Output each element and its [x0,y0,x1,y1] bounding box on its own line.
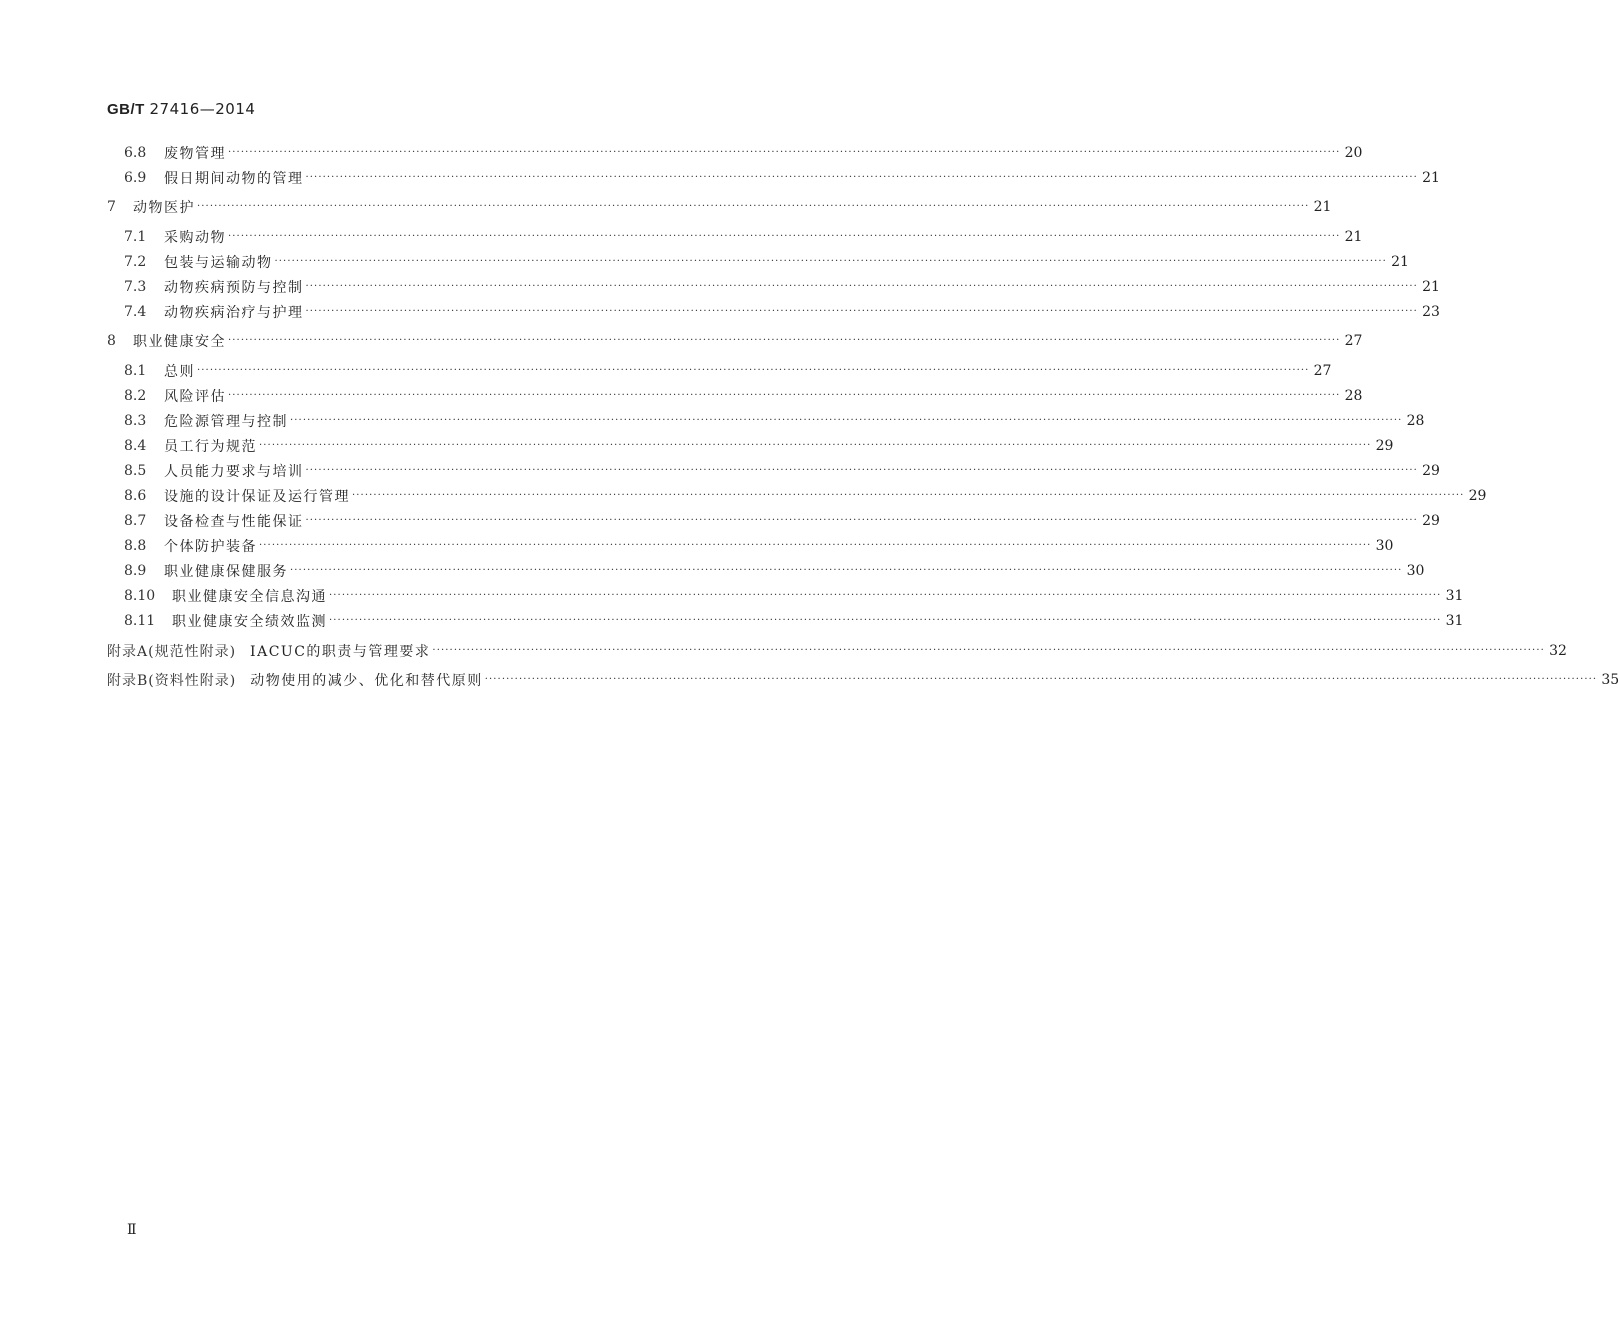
toc-entry[interactable] [107,197,1332,217]
toc-entry[interactable] [124,227,1363,247]
toc-page-number: 29 [1422,463,1440,479]
toc-leader-dots: ···································································································································································································································································· [484,674,1598,685]
toc-section-number: 8.7 [124,513,147,529]
toc-section-number: 7.3 [124,279,147,295]
toc-leader-dots: ···································································································································································································································································· [305,281,1418,292]
toc-section-number: 8.2 [124,388,147,404]
toc-page-number: 31 [1445,588,1464,604]
toc-entry-title: 风险评估 [164,389,226,405]
toc-page-number: 32 [1549,643,1567,659]
standard-number: 27416—2014 [149,100,256,118]
toc-entry[interactable] [124,143,1363,163]
toc-section-number: 8.11 [124,613,156,629]
toc-entry[interactable] [107,670,1619,690]
toc-page-number: 21 [1422,170,1440,186]
toc-leader-dots: ···································································································································································································································································· [352,490,1465,501]
toc-leader-dots: ···································································································································································································································································· [197,201,1310,212]
toc-leader-dots: ···································································································································································································································································· [197,365,1310,376]
toc-leader-dots: ···································································································································································································································································· [274,256,1387,267]
toc-entry-title: 个体防护装备 [164,539,257,555]
toc-page-number: 35 [1601,672,1619,688]
toc-entry[interactable] [124,586,1464,606]
toc-section-number: 8.10 [124,588,156,604]
toc-entry[interactable] [124,436,1394,456]
toc-entry-title: 职业健康安全 [133,334,226,350]
toc-leader-dots: ···································································································································································································································································· [228,390,1341,401]
toc-leader-dots: ···································································································································································································································································· [329,590,1442,601]
toc-section-number: 附录A(规范性附录) [107,644,237,660]
toc-entry-title: 职业健康保健服务 [164,564,288,580]
toc-page-number: 23 [1422,304,1440,320]
toc-entry[interactable] [124,461,1440,481]
toc-page-number: 29 [1468,488,1487,504]
toc-entry-title: 动物医护 [133,200,195,216]
toc-entry[interactable] [124,611,1464,631]
toc-section-number: 8 [107,333,116,349]
toc-entry-title: 设备检查与性能保证 [164,514,304,530]
toc-leader-dots: ···································································································································································································································································· [305,515,1418,526]
toc-entry-title: 包装与运输动物 [164,255,273,271]
toc-entry[interactable] [124,511,1440,531]
toc-entry-title: 假日期间动物的管理 [164,171,304,187]
toc-leader-dots: ···································································································································································································································································· [228,147,1341,158]
toc-leader-dots: ···································································································································································································································································· [432,645,1545,656]
toc-leader-dots: ···································································································································································································································································· [305,465,1418,476]
toc-page-number: 30 [1375,538,1394,554]
toc-entry[interactable] [124,486,1487,506]
toc-entry[interactable] [124,252,1409,272]
toc-section-number: 8.9 [124,563,147,579]
toc-entry-title: 人员能力要求与培训 [164,464,304,480]
standard-prefix: GB/T [107,101,145,118]
toc-entry-title: 员工行为规范 [164,439,257,455]
toc-entry-title: 职业健康安全绩效监测 [172,614,327,630]
toc-entry[interactable] [124,277,1440,297]
toc-entry[interactable] [124,411,1425,431]
toc-page-number: 29 [1422,513,1440,529]
toc-page-number: 31 [1445,613,1464,629]
toc-page-number: 21 [1391,254,1409,270]
toc-section-number: 7.4 [124,304,147,320]
toc-section-number: 8.1 [124,363,147,379]
toc-entry[interactable] [124,386,1363,406]
toc-entry[interactable] [107,331,1363,351]
toc-page-number: 20 [1344,145,1363,161]
toc-leader-dots: ···································································································································································································································································· [228,335,1341,346]
toc-page-number: 21 [1422,279,1440,295]
toc-section-number: 6.8 [124,145,147,161]
toc-entry-title: 废物管理 [164,146,226,162]
toc-section-number: 8.5 [124,463,147,479]
toc-entry-title: 动物疾病治疗与护理 [164,305,304,321]
toc-entry[interactable] [124,361,1332,381]
toc-entry-title: IACUC的职责与管理要求 [250,644,431,660]
toc-page-number: 27 [1344,333,1363,349]
toc-section-number: 附录B(资料性附录) [107,673,237,689]
toc-entry-title: 动物疾病预防与控制 [164,280,304,296]
toc-section-number: 8.4 [124,438,147,454]
toc-entry-title: 采购动物 [164,230,226,246]
toc-leader-dots: ···································································································································································································································································· [290,565,1403,576]
toc-section-number: 6.9 [124,170,147,186]
toc-entry[interactable] [124,168,1440,188]
document-header [107,100,255,118]
toc-leader-dots: ···································································································································································································································································· [259,440,1372,451]
toc-leader-dots: ···································································································································································································································································· [228,231,1341,242]
toc-page-number: 29 [1375,438,1394,454]
toc-page-number: 28 [1344,388,1363,404]
toc-entry-title: 动物使用的减少、优化和替代原则 [250,673,483,689]
toc-entry[interactable] [124,536,1394,556]
toc-entry-title: 危险源管理与控制 [164,414,288,430]
toc-entry-title: 职业健康安全信息沟通 [172,589,327,605]
footer-page-number: Ⅱ [127,1222,137,1238]
toc-entry-title: 设施的设计保证及运行管理 [164,489,350,505]
toc-page-number: 21 [1313,199,1332,215]
toc-entry[interactable] [124,302,1440,322]
toc-entry[interactable] [107,641,1567,661]
toc-leader-dots: ···································································································································································································································································· [329,615,1442,626]
toc-page-number: 21 [1344,229,1363,245]
toc-page-number: 30 [1406,563,1425,579]
toc-entry[interactable] [124,561,1425,581]
toc-section-number: 7.2 [124,254,147,270]
toc-section-number: 8.6 [124,488,147,504]
toc-section-number: 7 [107,199,116,215]
toc-section-number: 7.1 [124,229,147,245]
toc-page-number: 27 [1313,363,1332,379]
toc-page-number: 28 [1406,413,1425,429]
toc-leader-dots: ···································································································································································································································································· [290,415,1403,426]
toc-entry-title: 总则 [164,364,195,380]
toc-section-number: 8.8 [124,538,147,554]
toc-leader-dots: ···································································································································································································································································· [305,306,1418,317]
toc-section-number: 8.3 [124,413,147,429]
toc-leader-dots: ···································································································································································································································································· [305,172,1418,183]
toc-leader-dots: ···································································································································································································································································· [259,540,1372,551]
